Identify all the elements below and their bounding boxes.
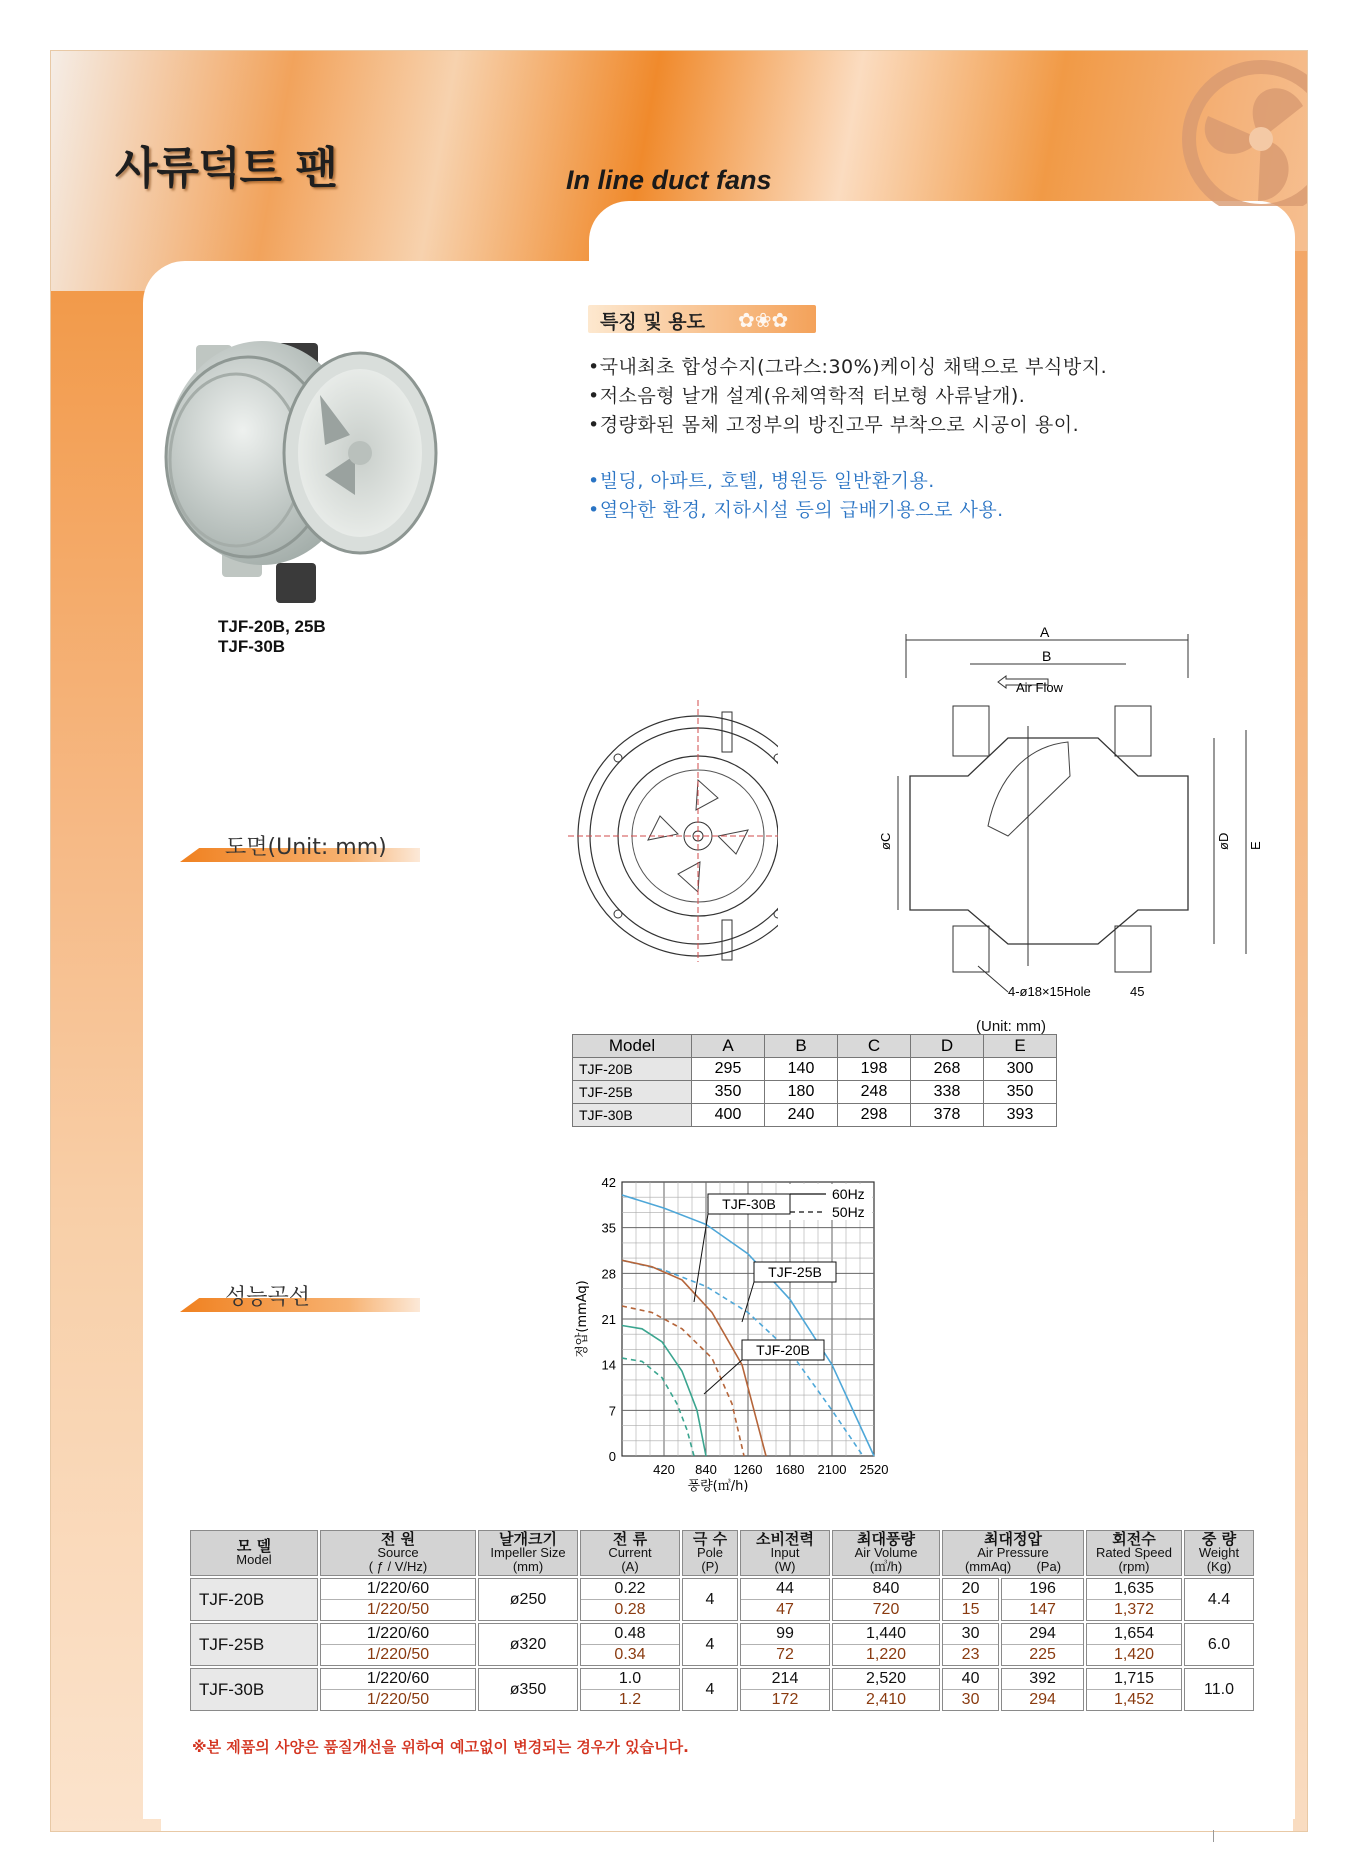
feature-item: •국내최초 합성수지(그라스:30%)케이싱 채택으로 부식방지. xyxy=(588,356,1108,378)
dimension-unit: (Unit: mm) xyxy=(976,1018,1046,1035)
spec-header-input xyxy=(740,1530,830,1576)
spec-pa xyxy=(1001,1578,1084,1621)
header-en: Model xyxy=(236,1552,272,1567)
spec-pa xyxy=(1001,1623,1084,1666)
product-caption xyxy=(218,617,326,657)
value-60hz: 1/220/60 xyxy=(366,1580,430,1597)
value-60hz: 30 xyxy=(961,1625,980,1642)
fan-logo-icon xyxy=(1163,51,1308,206)
cell-model: TJF-20B xyxy=(573,1058,692,1081)
header-ko: 중 량 xyxy=(1201,1530,1237,1548)
header-ko: 날개크기 xyxy=(499,1530,557,1548)
header-unit: (W) xyxy=(774,1559,796,1574)
header-unit: (A) xyxy=(621,1559,639,1574)
spec-volume xyxy=(832,1623,940,1666)
header-ko: 전 원 xyxy=(380,1530,416,1548)
caption-line-2: TJF-30B xyxy=(218,637,286,656)
spec-current xyxy=(580,1668,680,1711)
spec-header-pole xyxy=(682,1530,738,1576)
annotation-label: TJF-20B xyxy=(756,1342,810,1358)
header-en: Source xyxy=(377,1545,419,1560)
spec-weight: 6.0 xyxy=(1184,1623,1254,1666)
y-tick-label: 28 xyxy=(601,1266,616,1282)
spec-input xyxy=(740,1668,830,1711)
dimension-table xyxy=(572,1034,1057,1127)
usage-item: •열악한 환경, 지하시설 등의 급배기용으로 사용. xyxy=(588,499,1004,521)
value-60hz: 1/220/60 xyxy=(366,1670,430,1687)
legend-label: 50Hz xyxy=(832,1204,865,1220)
cell: 198 xyxy=(838,1058,911,1081)
spec-pole: 4 xyxy=(682,1668,738,1711)
dim-c-label: øC xyxy=(878,832,893,850)
spec-pole: 4 xyxy=(682,1578,738,1621)
header-ko: 최대풍량 xyxy=(857,1530,915,1548)
cell: 400 xyxy=(692,1104,765,1127)
header-en: Impeller Size xyxy=(490,1545,566,1560)
spec-source xyxy=(320,1668,476,1711)
value-50hz: 1/220/50 xyxy=(321,1689,475,1710)
y-tick-label: 35 xyxy=(601,1220,616,1236)
spec-header-row xyxy=(190,1530,1254,1576)
cell: 350 xyxy=(692,1081,765,1104)
value-60hz: 0.48 xyxy=(614,1625,646,1642)
features-heading xyxy=(588,303,816,337)
value-60hz: 196 xyxy=(1029,1580,1056,1597)
dim-d-label: øD xyxy=(1216,832,1231,850)
spec-source xyxy=(320,1623,476,1666)
spec-weight: 4.4 xyxy=(1184,1578,1254,1621)
header-ko: 극 수 xyxy=(692,1530,728,1548)
value-60hz: 40 xyxy=(961,1670,980,1687)
cell: 378 xyxy=(911,1104,984,1127)
cell: 350 xyxy=(984,1081,1057,1104)
value-60hz: 1,440 xyxy=(865,1625,907,1642)
spec-rpm xyxy=(1086,1623,1182,1666)
x-axis-label: 풍량(㎥/h) xyxy=(687,1479,749,1494)
header-en: Air Pressure xyxy=(977,1545,1049,1560)
x-tick-label: 420 xyxy=(653,1462,675,1477)
features-heading-text: 특징 및 용도 xyxy=(600,311,705,333)
hole-label: 4-ø18×15Hole xyxy=(1008,984,1091,999)
header-ko: 전 류 xyxy=(612,1530,648,1548)
header-unit: (rpm) xyxy=(1118,1559,1150,1574)
cell-model: TJF-25B xyxy=(573,1081,692,1104)
cell: 393 xyxy=(984,1104,1057,1127)
header-en: Current xyxy=(608,1545,652,1560)
value-50hz: 1,420 xyxy=(1087,1644,1181,1665)
spec-row xyxy=(190,1578,1254,1621)
air-flow-label: Air Flow xyxy=(1016,680,1063,695)
drawing-section-text: 도면(Unit: mm) xyxy=(225,835,387,860)
cell: 180 xyxy=(765,1081,838,1104)
x-tick-label: 1260 xyxy=(733,1462,763,1477)
feature-item: •저소음형 날개 설계(유체역학적 터보형 사류날개). xyxy=(588,385,1026,407)
value-60hz: 20 xyxy=(961,1580,980,1597)
dim-45-label: 45 xyxy=(1130,984,1145,999)
spec-header-volume xyxy=(832,1530,940,1576)
side-view-drawing xyxy=(858,626,1268,1004)
value-50hz: 72 xyxy=(741,1644,829,1665)
spec-header-source xyxy=(320,1530,476,1576)
cell: 140 xyxy=(765,1058,838,1081)
y-tick-label: 0 xyxy=(608,1449,616,1464)
page-title-english: In line duct fans xyxy=(566,165,772,195)
annotation-label: TJF-30B xyxy=(722,1196,776,1212)
spec-input xyxy=(740,1623,830,1666)
annotation-label: TJF-25B xyxy=(768,1264,822,1280)
y-tick-label: 21 xyxy=(601,1312,616,1327)
value-60hz: 294 xyxy=(1029,1625,1056,1642)
header-ko: 모 델 xyxy=(236,1537,272,1555)
header-en: Input xyxy=(770,1545,800,1560)
col-header: A xyxy=(692,1035,765,1058)
spec-model: TJF-30B xyxy=(190,1668,318,1711)
value-50hz: 1,372 xyxy=(1087,1599,1181,1620)
table-row xyxy=(573,1081,1057,1104)
value-50hz: 15 xyxy=(943,1599,998,1620)
spec-rpm xyxy=(1086,1578,1182,1621)
value-60hz: 99 xyxy=(776,1625,794,1642)
cell: 298 xyxy=(838,1104,911,1127)
value-60hz: 214 xyxy=(771,1670,799,1687)
col-header: E xyxy=(984,1035,1057,1058)
header-ko: 회전수 xyxy=(1112,1530,1156,1548)
curve-section-label xyxy=(180,1286,420,1312)
value-50hz: 2,410 xyxy=(833,1689,939,1710)
spec-row xyxy=(190,1668,1254,1711)
spec-mmaq xyxy=(942,1623,999,1666)
y-tick-label: 14 xyxy=(601,1357,616,1373)
dim-a-label: A xyxy=(1040,626,1050,640)
value-50hz: 23 xyxy=(943,1644,998,1665)
cell: 300 xyxy=(984,1058,1057,1081)
spec-volume xyxy=(832,1578,940,1621)
value-50hz: 0.28 xyxy=(581,1599,679,1620)
value-60hz: 1.0 xyxy=(618,1670,642,1687)
page-mark xyxy=(1213,1830,1214,1842)
fan-product-photo xyxy=(150,285,450,615)
spec-row xyxy=(190,1623,1254,1666)
spec-model: TJF-25B xyxy=(190,1623,318,1666)
value-60hz: 392 xyxy=(1029,1670,1056,1687)
value-50hz: 294 xyxy=(1002,1689,1083,1710)
cell: 268 xyxy=(911,1058,984,1081)
header-ko: 최대정압 xyxy=(984,1530,1042,1548)
y-tick-label: 7 xyxy=(608,1403,616,1419)
front-view-drawing xyxy=(568,700,778,962)
value-50hz: 1.2 xyxy=(581,1689,679,1710)
cell-model: TJF-30B xyxy=(573,1104,692,1127)
x-tick-label: 2520 xyxy=(859,1462,889,1477)
x-tick-label: 1680 xyxy=(775,1462,805,1477)
value-60hz: 1,715 xyxy=(1113,1670,1155,1687)
spec-mmaq xyxy=(942,1578,999,1621)
spec-model: TJF-20B xyxy=(190,1578,318,1621)
value-50hz: 172 xyxy=(741,1689,829,1710)
value-50hz: 0.34 xyxy=(581,1644,679,1665)
decor-icon: ✿❀✿ xyxy=(738,308,789,332)
right-orange-band xyxy=(1293,251,1307,1831)
value-60hz: 2,520 xyxy=(865,1670,907,1687)
header-en: Air Volume xyxy=(854,1545,918,1560)
drawing-section-label xyxy=(180,836,420,862)
value-50hz: 1,220 xyxy=(833,1644,939,1665)
spec-pole: 4 xyxy=(682,1623,738,1666)
header-unit: (Kg) xyxy=(1206,1559,1232,1574)
header-en: Rated Speed xyxy=(1096,1545,1172,1560)
spec-header-weight xyxy=(1184,1530,1254,1576)
spec-header-impeller xyxy=(478,1530,578,1576)
value-60hz: 1/220/60 xyxy=(366,1625,430,1642)
page-title-korean: 사류덕트 팬 xyxy=(115,143,337,194)
caption-line-1: TJF-20B, 25B xyxy=(218,617,326,636)
curve-section-text: 성능곡선 xyxy=(225,1285,311,1310)
spec-pa xyxy=(1001,1668,1084,1711)
title-tab xyxy=(589,201,1295,301)
spec-weight: 11.0 xyxy=(1184,1668,1254,1711)
cell: 240 xyxy=(765,1104,838,1127)
value-50hz: 47 xyxy=(741,1599,829,1620)
spec-current xyxy=(580,1623,680,1666)
spec-header-current xyxy=(580,1530,680,1576)
spec-mmaq xyxy=(942,1668,999,1711)
spec-volume xyxy=(832,1668,940,1711)
value-60hz: 840 xyxy=(872,1580,900,1597)
header-en: Pole xyxy=(696,1545,724,1560)
spec-input xyxy=(740,1578,830,1621)
header-unit: (P) xyxy=(701,1559,719,1574)
col-header: C xyxy=(838,1035,911,1058)
spec-header-speed xyxy=(1086,1530,1182,1576)
cell: 248 xyxy=(838,1081,911,1104)
header-unit: (mmAq) (Pa) xyxy=(964,1559,1062,1574)
feature-item: •경량화된 몸체 고정부의 방진고무 부착으로 시공이 용이. xyxy=(588,414,1080,436)
spec-rpm xyxy=(1086,1668,1182,1711)
header-unit: (㎥/h) xyxy=(869,1559,903,1574)
spec-impeller: ø250 xyxy=(478,1578,578,1621)
value-50hz: 1/220/50 xyxy=(321,1644,475,1665)
col-header: D xyxy=(911,1035,984,1058)
spec-header-pressure xyxy=(942,1530,1084,1576)
header-unit: ( ƒ / V/Hz) xyxy=(368,1559,428,1574)
usage-item: •빌딩, 아파트, 호텔, 병원등 일반환기용. xyxy=(588,470,935,492)
spec-impeller: ø320 xyxy=(478,1623,578,1666)
dim-b-label: B xyxy=(1042,648,1052,664)
header-unit: (mm) xyxy=(512,1559,544,1574)
spec-table xyxy=(188,1528,1256,1713)
spec-impeller: ø350 xyxy=(478,1668,578,1711)
value-50hz: 1/220/50 xyxy=(321,1599,475,1620)
table-row xyxy=(573,1104,1057,1127)
value-60hz: 1,635 xyxy=(1113,1580,1155,1597)
header-ko: 소비전력 xyxy=(756,1530,814,1548)
value-50hz: 30 xyxy=(943,1689,998,1710)
value-50hz: 1,452 xyxy=(1087,1689,1181,1710)
table-row xyxy=(573,1058,1057,1081)
x-tick-label: 840 xyxy=(695,1462,717,1477)
value-60hz: 44 xyxy=(776,1580,794,1597)
cell: 295 xyxy=(692,1058,765,1081)
value-50hz: 147 xyxy=(1002,1599,1083,1620)
table-header-row xyxy=(573,1035,1057,1058)
x-tick-label: 2100 xyxy=(817,1462,847,1477)
spec-current xyxy=(580,1578,680,1621)
y-tick-label: 42 xyxy=(601,1175,616,1190)
value-60hz: 1,654 xyxy=(1113,1625,1155,1642)
header-en: Weight xyxy=(1198,1545,1240,1560)
dim-e-label: E xyxy=(1248,841,1263,850)
y-axis-label: 정압(mmAq) xyxy=(575,1280,590,1358)
col-header: Model xyxy=(573,1035,692,1058)
col-header: B xyxy=(765,1035,838,1058)
disclaimer-note: ※본 제품의 사양은 품질개선을 위하여 예고없이 변경되는 경우가 있습니다. xyxy=(192,1738,689,1756)
cell: 338 xyxy=(911,1081,984,1104)
spec-source xyxy=(320,1578,476,1621)
value-50hz: 720 xyxy=(833,1599,939,1620)
performance-curve-chart xyxy=(570,1172,950,1497)
legend-label: 60Hz xyxy=(832,1186,865,1202)
value-60hz: 0.22 xyxy=(614,1580,646,1597)
value-50hz: 225 xyxy=(1002,1644,1083,1665)
spec-header-model xyxy=(190,1530,318,1576)
